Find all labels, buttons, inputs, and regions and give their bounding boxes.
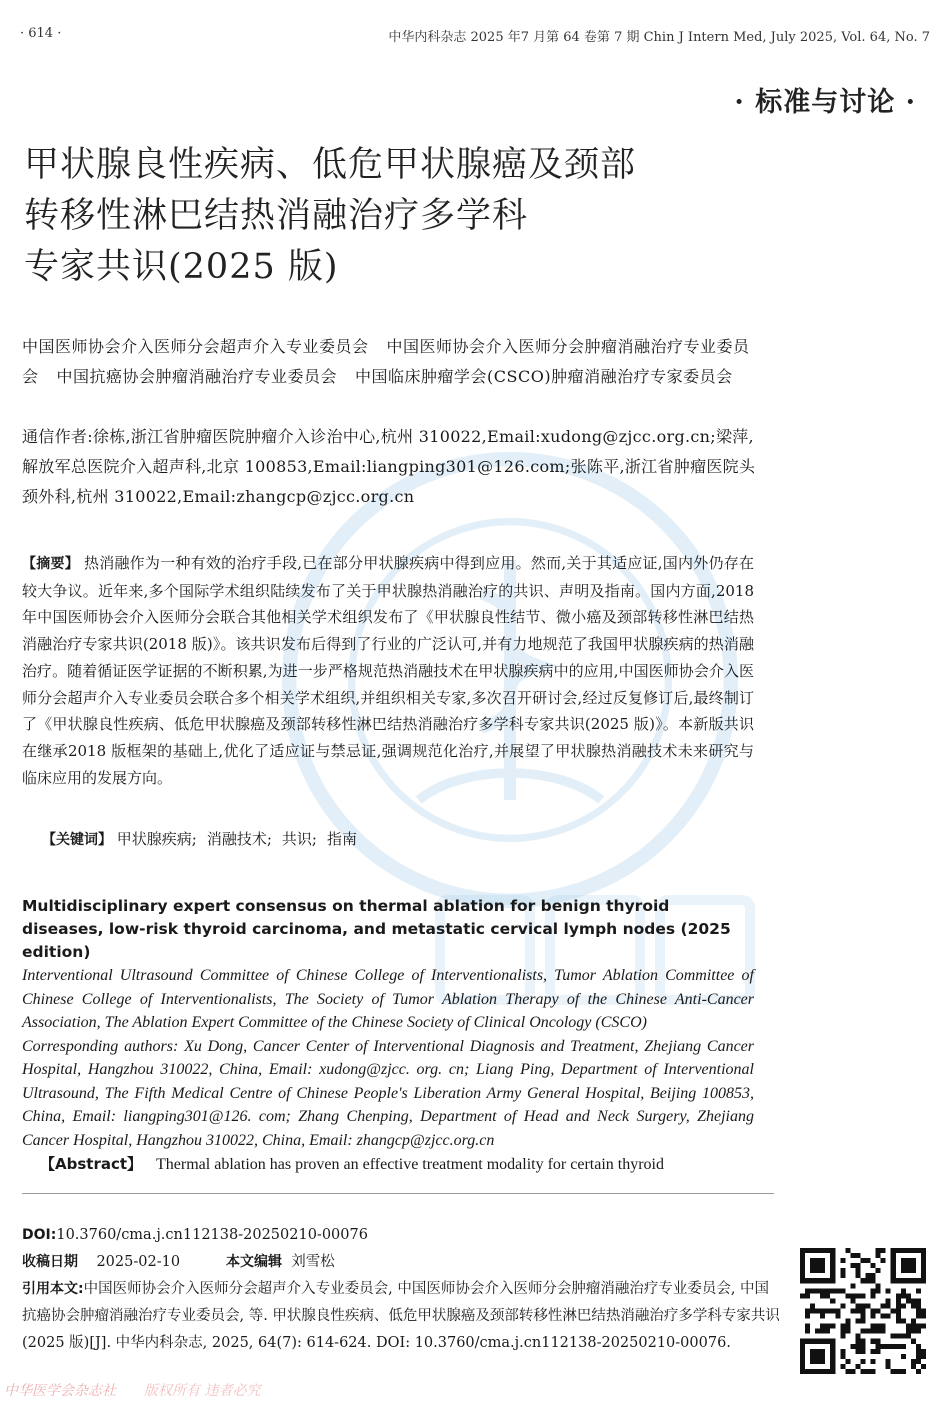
editor-label: 本文编辑: [226, 1254, 283, 1270]
doi-label: DOI:: [22, 1227, 57, 1243]
title-line: 转移性淋巴结热消融治疗多学科: [24, 196, 529, 236]
divider: [22, 1193, 774, 1194]
author-group: 中国临床肿瘤学会(CSCO)肿瘤消融治疗专家委员会: [355, 367, 733, 386]
running-header: [20, 26, 930, 46]
editor-name: 刘雪松: [291, 1254, 335, 1270]
author-group: 中国医师协会介入医师分会肿瘤消融治疗专业委员会: [22, 337, 750, 386]
journal-info: 中华内科杂志 2025 年7 月第 64 卷第 7 期 Chin J Intern Med, July 2025, Vol. 64, No. 7: [388, 30, 930, 45]
publisher-name: 中华医学会杂志社: [4, 1383, 116, 1399]
keyword: 共识;: [281, 830, 317, 848]
page-number: · 614 ·: [20, 26, 62, 41]
qr-code-icon[interactable]: [800, 1248, 926, 1374]
doi-line: [22, 1222, 782, 1249]
keyword: 消融技术;: [206, 830, 272, 848]
english-abstract: [22, 1152, 754, 1177]
english-authors: Interventional Ultrasound Committee of Chinese College of Interventionalists, Tumor Ablation Committee of Chinese College of Interventionalists, The Society of Tumor Ablation Therapy of the Chinese Anti-Cancer Association, The Ablation Expert Committee of the Chinese Society of Clinical Oncology (CSCO): [22, 967, 754, 1031]
citation-text: 中国医师协会介入医师分会超声介入专业委员会, 中国医师协会介入医师分会肿瘤消融治疗专业委员会, 中国抗癌协会肿瘤消融治疗专业委员会, 等. 甲状腺良性疾病、低危甲状腺癌及颈部转移性淋巴结热消融治疗多学科专家共识(2025 版)[J]. 中华内科杂志, 2025, 64(7): 614-624. DOI: 10.3760/cma.j.cn112138-20250210-00076.: [22, 1281, 780, 1351]
english-corresponding: Corresponding authors: Xu Dong, Cancer Center of Interventional Diagnosis and Treatment, Zhejiang Cancer Hospital, Hangzhou 310022, China, Email: xudong@zjcc. org. cn; Liang Ping, Department of Interventional Ultrasound, The Fifth Medical Centre of Chinese People's Liberation Army General Hospital, Beijing 100853, China, Email: liangping301@126. com; Zhang Chenping, Department of Head and Neck Surgery, Zhejiang Cancer Hospital, Hangzhou 310022, China, Email: zhangcp@zjcc.org.cn: [22, 1037, 754, 1149]
citation: [22, 1276, 782, 1357]
article-title: [24, 140, 744, 293]
article-meta: [22, 1222, 782, 1357]
keyword: 指南: [326, 830, 357, 848]
author-group: 中国抗癌协会肿瘤消融治疗专业委员会: [56, 367, 338, 386]
keyword: 甲状腺疾病;: [116, 830, 197, 848]
author-groups: [22, 332, 762, 392]
column-heading: · 标准与讨论 ·: [734, 87, 916, 118]
english-abstract-text: Thermal ablation has proven an effective treatment modality for certain thyroid: [156, 1156, 664, 1173]
publisher-extra: 版权所有 违者必究: [144, 1383, 261, 1399]
keywords: [42, 828, 357, 849]
english-abstract-label: 【Abstract】: [40, 1155, 143, 1173]
citation-label: 引用本文:: [22, 1281, 84, 1297]
title-line: 专家共识(2025 版): [24, 247, 339, 287]
english-section: [22, 895, 754, 1177]
english-title: Multidisciplinary expert consensus on thermal ablation for benign thyroid diseases, low-risk thyroid carcinoma, and metastatic cervical lymph nodes (2025 edition): [22, 897, 731, 961]
doi-link[interactable]: 10.3760/cma.j.cn112138-20250210-00076: [56, 1227, 368, 1243]
author-group: 中国医师协会介入医师分会超声介入专业委员会: [22, 337, 369, 356]
publisher-watermark: [4, 1380, 260, 1400]
abstract-text: 热消融作为一种有效的治疗手段,已在部分甲状腺疾病中得到应用。然而,关于其适应证,国内外仍存在较大争议。近年来,多个国际学术组织陆续发布了关于甲状腺热消融治疗的共识、声明及指南。国内方面,2018年中国医师协会介入医师分会联合其他相关学术组织发布了《甲状腺良性结节、微小癌及颈部转移性淋巴结热消融治疗专家共识(2018 版)》。该共识发布后得到了行业的广泛认可,并有力地规范了我国甲状腺疾病的热消融治疗。随着循证医学证据的不断积累,为进一步严格规范热消融技术在甲状腺疾病中的应用,中国医师协会介入医师分会超声介入专业委员会联合多个相关学术组织,并组织相关专家,多次召开研讨会,经过反复修订后,最终制订了《甲状腺良性疾病、低危甲状腺癌及颈部转移性淋巴结热消融治疗多学科专家共识(2025 版)》。本新版共识在继承2018 版框架的基础上,优化了适应证与禁忌证,强调规范化治疗,并展望了甲状腺热消融技术未来研究与临床应用的发展方向。: [22, 554, 754, 787]
abstract-label: 【摘要】: [22, 556, 79, 572]
title-line: 甲状腺良性疾病、低危甲状腺癌及颈部: [24, 145, 637, 185]
received-date: 2025-02-10: [96, 1254, 181, 1270]
abstract-chinese: [22, 550, 754, 791]
received-label: 收稿日期: [22, 1254, 78, 1270]
dates-line: [22, 1249, 782, 1276]
corresponding-authors: 通信作者:徐栋,浙江省肿瘤医院肿瘤介入诊治中心,杭州 310022,Email:xudong@zjcc.org.cn;梁萍,解放军总医院介入超声科,北京 100853,Email:liangping301@126.com;张陈平,浙江省肿瘤医院头颈外科,杭州 310022,Email:zhangcp@zjcc.org.cn: [22, 427, 756, 506]
keywords-label: 【关键词】: [42, 832, 112, 848]
